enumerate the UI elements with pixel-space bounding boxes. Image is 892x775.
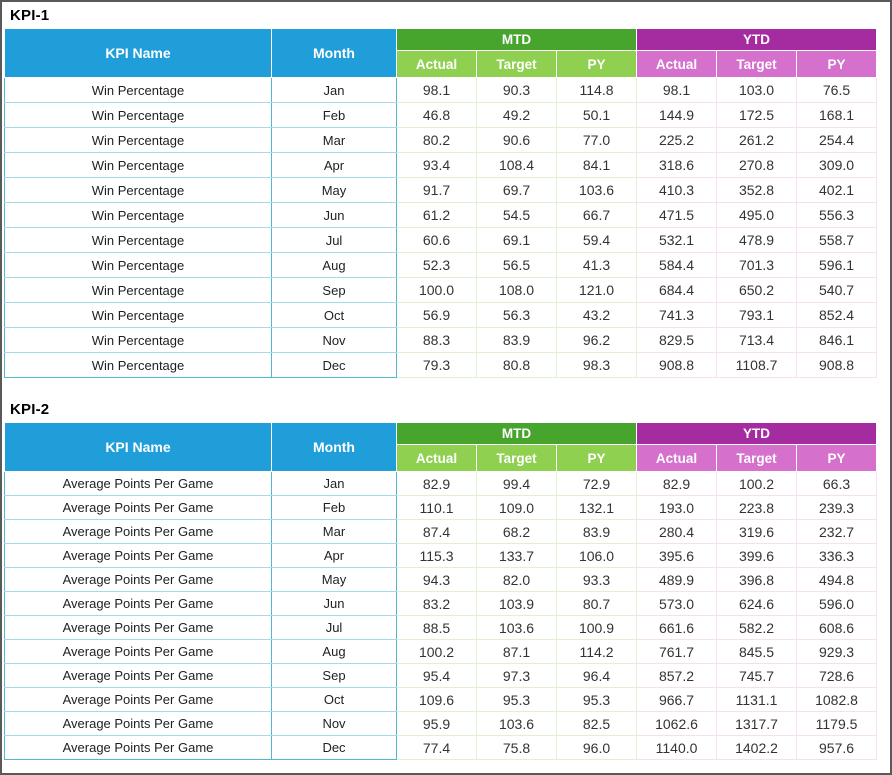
- kpi-name-cell: Average Points Per Game: [5, 592, 272, 616]
- mtd-target-cell: 69.7: [477, 178, 557, 203]
- ytd-actual-cell: 741.3: [637, 303, 717, 328]
- month-cell: Feb: [272, 496, 397, 520]
- mtd-actual-cell: 83.2: [397, 592, 477, 616]
- ytd-actual-cell: 318.6: [637, 153, 717, 178]
- table-row: [5, 616, 877, 640]
- ytd-target-cell: 650.2: [717, 278, 797, 303]
- ytd-target-cell: 1131.1: [717, 688, 797, 712]
- mtd-target-cell: 108.0: [477, 278, 557, 303]
- ytd-py-cell: 168.1: [797, 103, 877, 128]
- ytd-group-header: YTD: [637, 29, 877, 51]
- ytd-py-cell: 232.7: [797, 520, 877, 544]
- table-row: [5, 178, 877, 203]
- ytd-target-cell: 261.2: [717, 128, 797, 153]
- ytd-py-cell: 540.7: [797, 278, 877, 303]
- month-cell: Jan: [272, 472, 397, 496]
- mtd-target-cell: 103.6: [477, 616, 557, 640]
- ytd-py-cell: 608.6: [797, 616, 877, 640]
- kpi-name-cell: Average Points Per Game: [5, 712, 272, 736]
- mtd-target-cell: 80.8: [477, 353, 557, 378]
- mtd-py-cell: 103.6: [557, 178, 637, 203]
- ytd-target-cell: 103.0: [717, 78, 797, 103]
- kpi-name-cell: Average Points Per Game: [5, 496, 272, 520]
- month-cell: May: [272, 178, 397, 203]
- ytd-target-cell: 845.5: [717, 640, 797, 664]
- ytd-actual-cell: 395.6: [637, 544, 717, 568]
- ytd-target-cell: 100.2: [717, 472, 797, 496]
- ytd-py-cell: 254.4: [797, 128, 877, 153]
- table-row: [5, 520, 877, 544]
- table-row: [5, 103, 877, 128]
- mtd-py-header: PY: [557, 51, 637, 78]
- mtd-target-cell: 87.1: [477, 640, 557, 664]
- month-cell: Jul: [272, 228, 397, 253]
- mtd-actual-cell: 77.4: [397, 736, 477, 760]
- mtd-target-cell: 109.0: [477, 496, 557, 520]
- month-cell: Feb: [272, 103, 397, 128]
- mtd-target-cell: 90.6: [477, 128, 557, 153]
- ytd-py-cell: 596.1: [797, 253, 877, 278]
- mtd-target-cell: 69.1: [477, 228, 557, 253]
- ytd-actual-cell: 489.9: [637, 568, 717, 592]
- kpi-name-column-header: KPI Name: [5, 423, 272, 472]
- ytd-actual-cell: 98.1: [637, 78, 717, 103]
- mtd-target-cell: 56.5: [477, 253, 557, 278]
- mtd-actual-cell: 115.3: [397, 544, 477, 568]
- ytd-py-cell: 494.8: [797, 568, 877, 592]
- ytd-actual-cell: 829.5: [637, 328, 717, 353]
- month-cell: Nov: [272, 328, 397, 353]
- month-column-header: Month: [272, 423, 397, 472]
- kpi2-section-title: KPI-2: [10, 401, 50, 418]
- ytd-py-cell: 728.6: [797, 664, 877, 688]
- mtd-target-cell: 68.2: [477, 520, 557, 544]
- kpi-name-cell: Average Points Per Game: [5, 664, 272, 688]
- mtd-actual-cell: 95.9: [397, 712, 477, 736]
- mtd-py-cell: 98.3: [557, 353, 637, 378]
- kpi1-table: [4, 28, 877, 378]
- mtd-py-header: PY: [557, 445, 637, 472]
- mtd-actual-cell: 93.4: [397, 153, 477, 178]
- ytd-actual-cell: 144.9: [637, 103, 717, 128]
- ytd-actual-cell: 661.6: [637, 616, 717, 640]
- ytd-py-cell: 929.3: [797, 640, 877, 664]
- month-cell: Aug: [272, 253, 397, 278]
- ytd-py-cell: 852.4: [797, 303, 877, 328]
- table-row: [5, 328, 877, 353]
- kpi1-section-title: KPI-1: [10, 7, 50, 24]
- mtd-actual-cell: 91.7: [397, 178, 477, 203]
- mtd-py-cell: 84.1: [557, 153, 637, 178]
- table-row: [5, 78, 877, 103]
- table-row: [5, 203, 877, 228]
- ytd-target-cell: 582.2: [717, 616, 797, 640]
- month-cell: Jun: [272, 203, 397, 228]
- kpi-name-cell: Average Points Per Game: [5, 688, 272, 712]
- ytd-actual-cell: 280.4: [637, 520, 717, 544]
- ytd-target-cell: 270.8: [717, 153, 797, 178]
- mtd-target-cell: 103.6: [477, 712, 557, 736]
- mtd-target-cell: 54.5: [477, 203, 557, 228]
- kpi-name-cell: Average Points Per Game: [5, 520, 272, 544]
- kpi2-section: [4, 398, 876, 760]
- table-row: [5, 353, 877, 378]
- table-row: [5, 592, 877, 616]
- ytd-actual-cell: 193.0: [637, 496, 717, 520]
- month-cell: Sep: [272, 664, 397, 688]
- table-row: [5, 128, 877, 153]
- mtd-py-cell: 82.5: [557, 712, 637, 736]
- month-cell: Mar: [272, 520, 397, 544]
- table-row: [5, 568, 877, 592]
- month-cell: Nov: [272, 712, 397, 736]
- kpi-name-cell: Win Percentage: [5, 103, 272, 128]
- ytd-target-cell: 624.6: [717, 592, 797, 616]
- ytd-target-cell: 1317.7: [717, 712, 797, 736]
- mtd-py-cell: 114.2: [557, 640, 637, 664]
- mtd-actual-cell: 60.6: [397, 228, 477, 253]
- kpi-name-cell: Win Percentage: [5, 78, 272, 103]
- mtd-target-header: Target: [477, 445, 557, 472]
- mtd-py-cell: 59.4: [557, 228, 637, 253]
- mtd-actual-cell: 100.0: [397, 278, 477, 303]
- mtd-py-cell: 96.0: [557, 736, 637, 760]
- month-cell: Sep: [272, 278, 397, 303]
- table-row: [5, 640, 877, 664]
- table-row: [5, 736, 877, 760]
- mtd-actual-cell: 79.3: [397, 353, 477, 378]
- ytd-target-cell: 1402.2: [717, 736, 797, 760]
- table-row: [5, 712, 877, 736]
- mtd-target-header: Target: [477, 51, 557, 78]
- mtd-target-cell: 56.3: [477, 303, 557, 328]
- mtd-py-cell: 93.3: [557, 568, 637, 592]
- table-row: [5, 688, 877, 712]
- mtd-actual-cell: 52.3: [397, 253, 477, 278]
- kpi-name-cell: Average Points Per Game: [5, 736, 272, 760]
- ytd-py-cell: 908.8: [797, 353, 877, 378]
- ytd-py-cell: 846.1: [797, 328, 877, 353]
- mtd-target-cell: 49.2: [477, 103, 557, 128]
- ytd-py-cell: 957.6: [797, 736, 877, 760]
- ytd-target-cell: 319.6: [717, 520, 797, 544]
- ytd-actual-cell: 966.7: [637, 688, 717, 712]
- mtd-target-cell: 97.3: [477, 664, 557, 688]
- mtd-py-cell: 96.2: [557, 328, 637, 353]
- mtd-py-cell: 77.0: [557, 128, 637, 153]
- kpi-name-cell: Win Percentage: [5, 203, 272, 228]
- mtd-py-cell: 121.0: [557, 278, 637, 303]
- kpi-name-cell: Win Percentage: [5, 178, 272, 203]
- ytd-target-header: Target: [717, 51, 797, 78]
- ytd-actual-cell: 684.4: [637, 278, 717, 303]
- mtd-group-header: MTD: [397, 29, 637, 51]
- ytd-actual-cell: 471.5: [637, 203, 717, 228]
- month-cell: Apr: [272, 544, 397, 568]
- month-cell: May: [272, 568, 397, 592]
- mtd-target-cell: 75.8: [477, 736, 557, 760]
- kpi1-section: [4, 4, 876, 378]
- table-row: [5, 472, 877, 496]
- mtd-py-cell: 66.7: [557, 203, 637, 228]
- table-row: [5, 153, 877, 178]
- ytd-target-cell: 223.8: [717, 496, 797, 520]
- ytd-target-cell: 172.5: [717, 103, 797, 128]
- ytd-target-cell: 396.8: [717, 568, 797, 592]
- month-cell: Mar: [272, 128, 397, 153]
- kpi-name-cell: Average Points Per Game: [5, 640, 272, 664]
- table-row: [5, 496, 877, 520]
- ytd-py-cell: 239.3: [797, 496, 877, 520]
- kpi-name-cell: Win Percentage: [5, 253, 272, 278]
- mtd-target-cell: 82.0: [477, 568, 557, 592]
- mtd-py-cell: 100.9: [557, 616, 637, 640]
- mtd-target-cell: 83.9: [477, 328, 557, 353]
- ytd-py-header: PY: [797, 51, 877, 78]
- kpi-name-cell: Win Percentage: [5, 278, 272, 303]
- kpi-name-cell: Win Percentage: [5, 128, 272, 153]
- mtd-group-header: MTD: [397, 423, 637, 445]
- mtd-py-cell: 132.1: [557, 496, 637, 520]
- mtd-py-cell: 114.8: [557, 78, 637, 103]
- month-cell: Dec: [272, 353, 397, 378]
- ytd-py-cell: 596.0: [797, 592, 877, 616]
- month-cell: Jul: [272, 616, 397, 640]
- ytd-target-cell: 399.6: [717, 544, 797, 568]
- ytd-py-cell: 1179.5: [797, 712, 877, 736]
- kpi-name-cell: Average Points Per Game: [5, 568, 272, 592]
- mtd-actual-cell: 82.9: [397, 472, 477, 496]
- mtd-actual-cell: 56.9: [397, 303, 477, 328]
- kpi-name-cell: Average Points Per Game: [5, 544, 272, 568]
- mtd-actual-cell: 80.2: [397, 128, 477, 153]
- ytd-actual-cell: 857.2: [637, 664, 717, 688]
- month-cell: Jun: [272, 592, 397, 616]
- ytd-target-cell: 713.4: [717, 328, 797, 353]
- kpi-name-column-header: KPI Name: [5, 29, 272, 78]
- mtd-py-cell: 80.7: [557, 592, 637, 616]
- month-cell: Apr: [272, 153, 397, 178]
- ytd-target-cell: 701.3: [717, 253, 797, 278]
- mtd-actual-cell: 88.5: [397, 616, 477, 640]
- ytd-target-cell: 352.8: [717, 178, 797, 203]
- kpi-name-cell: Win Percentage: [5, 228, 272, 253]
- mtd-py-cell: 72.9: [557, 472, 637, 496]
- ytd-py-cell: 402.1: [797, 178, 877, 203]
- mtd-actual-cell: 98.1: [397, 78, 477, 103]
- ytd-group-header: YTD: [637, 423, 877, 445]
- kpi-name-cell: Win Percentage: [5, 153, 272, 178]
- ytd-target-cell: 495.0: [717, 203, 797, 228]
- mtd-actual-cell: 100.2: [397, 640, 477, 664]
- mtd-py-cell: 106.0: [557, 544, 637, 568]
- ytd-py-header: PY: [797, 445, 877, 472]
- mtd-actual-cell: 110.1: [397, 496, 477, 520]
- mtd-py-cell: 95.3: [557, 688, 637, 712]
- mtd-target-cell: 90.3: [477, 78, 557, 103]
- ytd-actual-header: Actual: [637, 51, 717, 78]
- month-column-header: Month: [272, 29, 397, 78]
- ytd-target-header: Target: [717, 445, 797, 472]
- kpi-name-cell: Win Percentage: [5, 328, 272, 353]
- kpi-name-cell: Win Percentage: [5, 353, 272, 378]
- ytd-actual-cell: 908.8: [637, 353, 717, 378]
- table-row: [5, 664, 877, 688]
- mtd-py-cell: 83.9: [557, 520, 637, 544]
- table-row: [5, 278, 877, 303]
- mtd-py-cell: 96.4: [557, 664, 637, 688]
- mtd-actual-cell: 87.4: [397, 520, 477, 544]
- ytd-actual-cell: 1140.0: [637, 736, 717, 760]
- mtd-target-cell: 108.4: [477, 153, 557, 178]
- mtd-target-cell: 95.3: [477, 688, 557, 712]
- kpi-name-cell: Average Points Per Game: [5, 616, 272, 640]
- ytd-actual-cell: 761.7: [637, 640, 717, 664]
- table-row: [5, 303, 877, 328]
- ytd-actual-cell: 410.3: [637, 178, 717, 203]
- ytd-actual-cell: 82.9: [637, 472, 717, 496]
- ytd-py-cell: 556.3: [797, 203, 877, 228]
- mtd-actual-cell: 46.8: [397, 103, 477, 128]
- mtd-actual-cell: 88.3: [397, 328, 477, 353]
- month-cell: Dec: [272, 736, 397, 760]
- ytd-target-cell: 745.7: [717, 664, 797, 688]
- ytd-py-cell: 1082.8: [797, 688, 877, 712]
- mtd-py-cell: 41.3: [557, 253, 637, 278]
- ytd-py-cell: 66.3: [797, 472, 877, 496]
- mtd-actual-header: Actual: [397, 445, 477, 472]
- mtd-actual-cell: 94.3: [397, 568, 477, 592]
- month-cell: Aug: [272, 640, 397, 664]
- mtd-actual-cell: 61.2: [397, 203, 477, 228]
- ytd-py-cell: 558.7: [797, 228, 877, 253]
- mtd-actual-cell: 109.6: [397, 688, 477, 712]
- ytd-py-cell: 76.5: [797, 78, 877, 103]
- mtd-target-cell: 99.4: [477, 472, 557, 496]
- ytd-actual-cell: 573.0: [637, 592, 717, 616]
- ytd-actual-cell: 225.2: [637, 128, 717, 153]
- ytd-target-cell: 793.1: [717, 303, 797, 328]
- table-row: [5, 228, 877, 253]
- kpi-name-cell: Average Points Per Game: [5, 472, 272, 496]
- ytd-actual-cell: 532.1: [637, 228, 717, 253]
- ytd-target-cell: 478.9: [717, 228, 797, 253]
- mtd-target-cell: 103.9: [477, 592, 557, 616]
- ytd-py-cell: 309.0: [797, 153, 877, 178]
- ytd-actual-header: Actual: [637, 445, 717, 472]
- mtd-py-cell: 50.1: [557, 103, 637, 128]
- month-cell: Oct: [272, 303, 397, 328]
- mtd-target-cell: 133.7: [477, 544, 557, 568]
- ytd-py-cell: 336.3: [797, 544, 877, 568]
- ytd-actual-cell: 584.4: [637, 253, 717, 278]
- kpi-name-cell: Win Percentage: [5, 303, 272, 328]
- ytd-target-cell: 1108.7: [717, 353, 797, 378]
- table-row: [5, 544, 877, 568]
- mtd-actual-header: Actual: [397, 51, 477, 78]
- month-cell: Oct: [272, 688, 397, 712]
- table-row: [5, 253, 877, 278]
- mtd-actual-cell: 95.4: [397, 664, 477, 688]
- ytd-actual-cell: 1062.6: [637, 712, 717, 736]
- month-cell: Jan: [272, 78, 397, 103]
- mtd-py-cell: 43.2: [557, 303, 637, 328]
- kpi2-table: [4, 422, 877, 760]
